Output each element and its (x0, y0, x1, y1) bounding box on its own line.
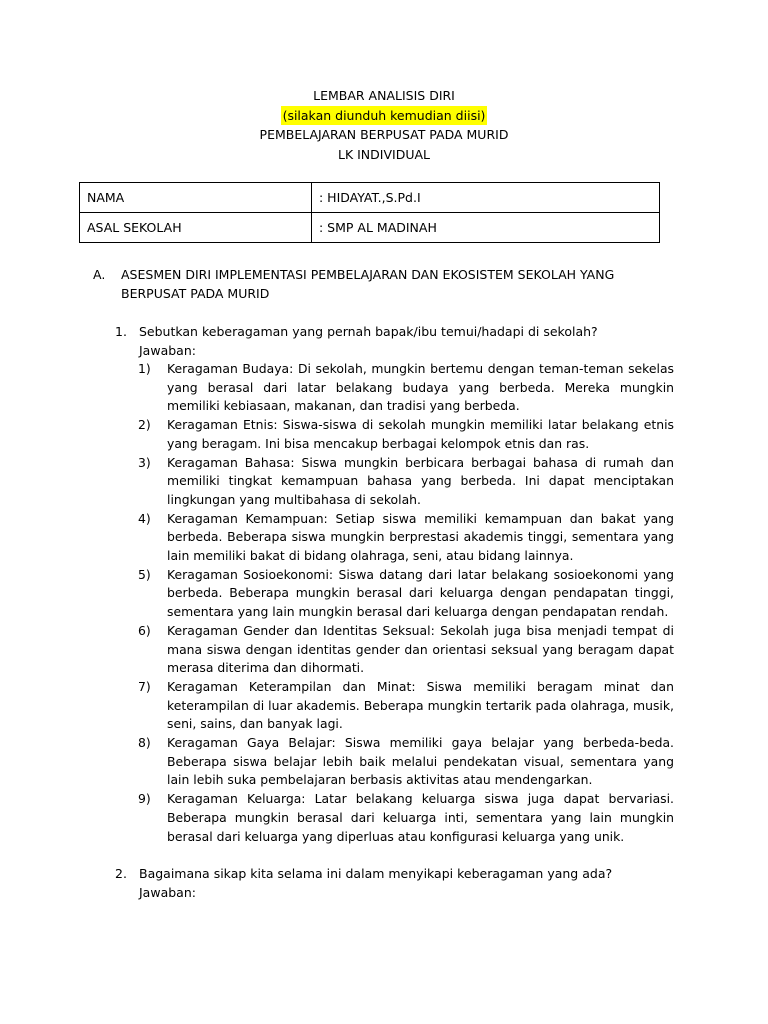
school-label: ASAL SEKOLAH (80, 213, 312, 243)
item-text: Keragaman Gaya Belajar: Siswa memiliki gaya belajar yang berbeda-beda. Beberapa siswa belajar lebih baik melalui pendekatan visual, sementara yang lain lebih suka pembelajaran berbasis aktivitas atau mendengarkan. (167, 735, 674, 788)
identity-row-school (80, 213, 660, 243)
section-a (93, 265, 683, 303)
identity-table (79, 182, 660, 243)
question-number: 1. (115, 324, 127, 339)
question-text: Bagaimana sikap kita selama ini dalam menyikapi keberagaman yang ada? (139, 866, 613, 881)
item-number: 5) (138, 566, 151, 582)
answer-list (138, 360, 674, 846)
item-text: Keragaman Sosioekonomi: Siswa datang dari latar belakang sosioekonomi yang berbeda. Beberapa mungkin berasal dari keluarga dengan pendapatan tinggi, sementara yang lain mungkin berasal dari keluarga dengan pendapatan rendah. (167, 566, 674, 620)
list-item (138, 678, 674, 734)
list-item (138, 734, 674, 790)
document-title: LEMBAR ANALISIS DIRI (313, 88, 455, 103)
item-number: 7) (138, 678, 151, 694)
item-text: Keragaman Kemampuan: Setiap siswa memiliki kemampuan dan bakat yang berbeda. Beberapa siswa mungkin berprestasi akademis tinggi, sementara yang lain memiliki bakat di bidang olahraga, seni, atau bidang lainnya. (167, 510, 674, 564)
item-text: Keragaman Bahasa: Siswa mungkin berbicara berbagai bahasa di rumah dan memiliki tingkat kemampuan bahasa yang berbeda. Ini dapat menciptakan lingkungan yang multibahasa di sekolah. (167, 454, 674, 507)
download-note: (silakan diunduh kemudian diisi) (281, 106, 488, 126)
document-subtitle: PEMBELAJARAN BERPUSAT PADA MURID (259, 127, 509, 142)
school-value: : SMP AL MADINAH (312, 213, 660, 243)
question-2 (115, 864, 680, 902)
list-item (138, 566, 674, 622)
document-type: LK INDIVIDUAL (337, 146, 430, 162)
question-number: 2. (115, 866, 127, 881)
section-heading: ASESMEN DIRI IMPLEMENTASI PEMBELAJARAN DAN EKOSISTEM SEKOLAH YANG BERPUSAT PADA MURID (121, 267, 615, 301)
question-1 (115, 322, 680, 360)
item-text: Keragaman Gender dan Identitas Seksual: Sekolah juga bisa menjadi tempat di mana siswa dengan identitas gender dan orientasi seksual yang beragam dapat merasa diterima dan dihormati. (167, 622, 674, 676)
answer-label: Jawaban: (139, 343, 196, 358)
list-item (138, 790, 674, 846)
item-number: 4) (138, 510, 151, 526)
item-text: Keragaman Etnis: Siswa-siswa di sekolah mungkin memiliki latar belakang etnis yang beragam. Ini bisa mencakup berbagai kelompok etnis dan ras. (167, 417, 674, 451)
item-number: 3) (138, 454, 151, 470)
section-letter: A. (93, 267, 106, 282)
item-number: 8) (138, 735, 151, 751)
item-number: 2) (138, 417, 151, 433)
item-text: Keragaman Budaya: Di sekolah, mungkin bertemu dengan teman-teman sekelas yang berasal dari latar belakang budaya yang berbeda. Mereka mungkin memiliki kebiasaan, makanan, dan tradisi yang berbeda. (167, 361, 674, 414)
document-header (0, 86, 768, 164)
name-label: NAMA (80, 183, 312, 213)
item-text: Keragaman Keluarga: Latar belakang keluarga siswa juga dapat bervariasi. Beberapa mungkin berasal dari keluarga inti, sementara yang lain mungkin berasal dari keluarga yang diperluas atau konfigurasi keluarga yang unik. (167, 791, 674, 844)
list-item (138, 416, 674, 453)
list-item (138, 622, 674, 678)
list-item (138, 510, 674, 566)
item-text: Keragaman Keterampilan dan Minat: Siswa memiliki beragam minat dan keterampilan di luar akademis. Beberapa mungkin tertarik pada olahraga, musik, seni, sains, dan banyak lagi. (167, 678, 674, 732)
item-number: 9) (138, 791, 151, 807)
item-number: 1) (138, 361, 151, 376)
question-text: Sebutkan keberagaman yang pernah bapak/ibu temui/hadapi di sekolah? (139, 324, 598, 339)
answer-label: Jawaban: (139, 885, 196, 900)
item-number: 6) (138, 622, 151, 638)
name-value: : HIDAYAT.,S.Pd.I (312, 183, 660, 213)
identity-row-name (80, 183, 660, 213)
list-item (138, 360, 674, 416)
list-item (138, 454, 674, 510)
